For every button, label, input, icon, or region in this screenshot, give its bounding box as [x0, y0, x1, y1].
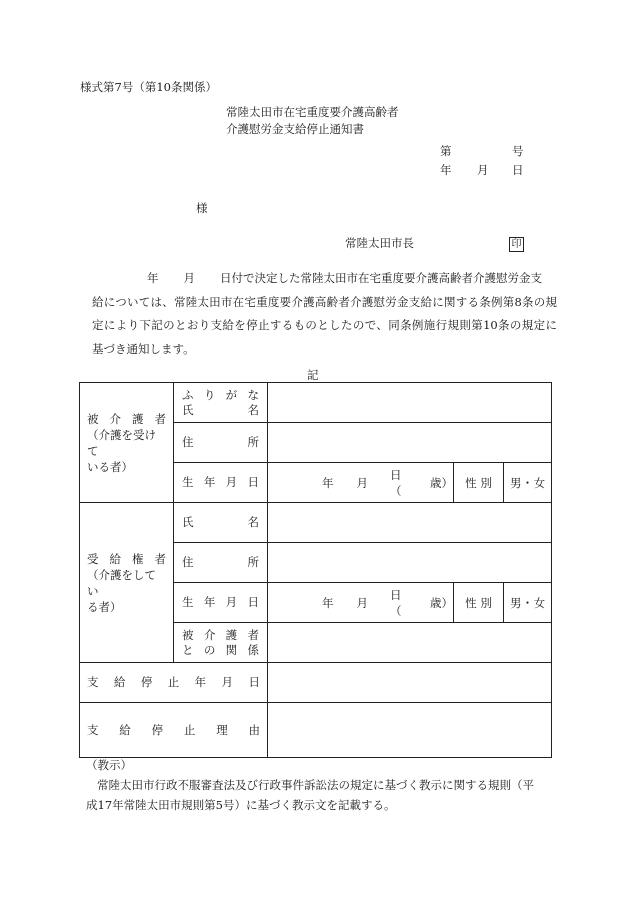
issuer: 常陸太田市長 [345, 236, 414, 250]
doc-number-go: 号 [512, 144, 524, 158]
recipient-name-field[interactable] [268, 503, 552, 543]
furigana-name-label: ふ り が な 氏 名 [174, 383, 268, 423]
cared-sex-label: 性 別 [454, 463, 504, 503]
stop-date-field[interactable] [268, 663, 552, 703]
recipient-address-field[interactable] [268, 543, 552, 583]
cared-sex-field[interactable]: 男 ・ 女 [504, 463, 552, 503]
body-year: 年 [147, 271, 159, 285]
body-line-4: 基づき通知します。 [92, 342, 195, 357]
ki-label: 記 [307, 368, 319, 382]
recipient-sex-label: 性 別 [454, 583, 504, 623]
recipient-header: 受 給 権 者 （介護をしてい る者） [80, 503, 174, 663]
recipient-address-label: 住 所 [174, 543, 268, 583]
stop-reason-field[interactable] [268, 703, 552, 758]
body-line-2: 給については、常陸太田市在宅重度要介護高齢者介護慰労金支給に関する条例第8条の規 [92, 294, 557, 309]
recipient-birthdate-label: 生 年 月 日 [174, 583, 268, 623]
doc-date-day: 日 [512, 163, 524, 177]
body-paragraph [92, 267, 557, 362]
body-line-3: 定により下記のとおり支給を停止するものとしたので、同条例施行規則第10条の規定に [92, 318, 557, 333]
notice-line-1: 常陸太田市行政不服審査法及び行政事件訴訟法の規定に基づく教示に関する規則（平 [97, 778, 534, 792]
recipient-name-label: 氏 名 [174, 503, 268, 543]
doc-date-month: 月 [477, 163, 489, 177]
body-line-1 [92, 267, 557, 291]
cared-birthdate-label: 生 年 月 日 [174, 463, 268, 503]
body-month: 月 [183, 271, 195, 285]
title-line-2: 介護慰労金支給停止通知書 [226, 122, 364, 136]
recipient-birthdate-field[interactable]: 年 月 日（ 歳） [268, 583, 454, 623]
details-table [79, 382, 552, 758]
form-number: 様式第7号（第10条関係） [80, 80, 217, 94]
cared-person-header: 被 介 護 者 （介護を受けて いる者） [80, 383, 174, 503]
notice-line-2: 成17年常陸太田市規則第5号）に基づく教示文を記載する。 [86, 798, 396, 812]
addressee-suffix: 様 [196, 201, 208, 215]
relation-field[interactable] [268, 623, 552, 663]
cared-name-field[interactable] [268, 383, 552, 423]
cared-birthdate-field[interactable]: 年 月 日（ 歳） [268, 463, 454, 503]
notice-heading: （教示） [86, 758, 132, 772]
recipient-sex-field[interactable]: 男 ・ 女 [504, 583, 552, 623]
body-line-1-rest: 日付で決定した常陸太田市在宅重度要介護高齢者介護慰労金支 [220, 271, 542, 285]
seal-mark: 印 [509, 237, 524, 252]
cared-address-field[interactable] [268, 423, 552, 463]
stop-date-label: 支 給 停 止 年 月 日 [80, 663, 268, 703]
title-line-1: 常陸太田市在宅重度要介護高齢者 [226, 105, 399, 119]
doc-number-dai: 第 [440, 144, 452, 158]
cared-address-label: 住 所 [174, 423, 268, 463]
stop-reason-label: 支 給 停 止 理 由 [80, 703, 268, 758]
doc-date-year: 年 [440, 163, 452, 177]
relation-label: 被 介 護 者 と の 関 係 [174, 623, 268, 663]
